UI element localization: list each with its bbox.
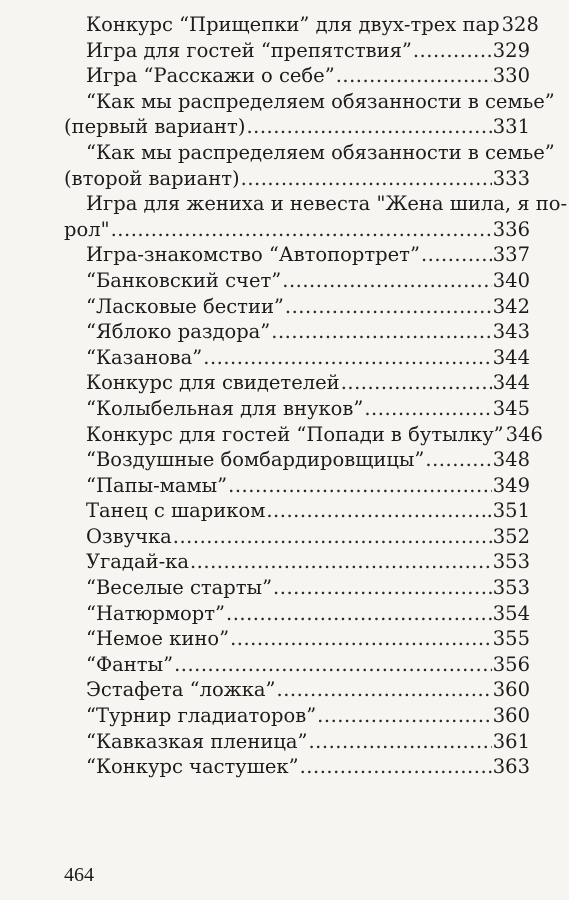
toc-entry [64, 319, 530, 345]
toc-entry [64, 652, 530, 678]
dot-leader [174, 652, 492, 678]
toc-entry-page: 353 [492, 550, 530, 574]
toc-entry [64, 217, 530, 243]
toc-entry-page: 344 [492, 345, 530, 369]
toc-entry-page: 336 [492, 217, 530, 241]
toc-entry-title: “Натюрморт” [86, 601, 225, 625]
toc-entry-page: 342 [492, 294, 530, 318]
toc-entry-page: 360 [492, 704, 530, 728]
toc-entry-title: “Казанова” [86, 345, 203, 369]
page-number: 464 [64, 864, 94, 886]
toc-entry [64, 370, 530, 396]
dot-leader [273, 575, 492, 601]
toc-entry [64, 89, 555, 115]
dot-leader [282, 268, 492, 294]
dot-leader [111, 217, 492, 243]
toc-entry-title: “Воздушные бомбардировщицы” [86, 448, 425, 472]
toc-entry-page: 348 [492, 448, 530, 472]
toc-entry [64, 549, 530, 575]
toc-entry [64, 396, 530, 422]
dot-leader [277, 677, 492, 703]
toc-entry-title: Танец с шариком [86, 499, 266, 523]
dot-leader [425, 447, 491, 473]
toc-entry-page: 337 [492, 243, 530, 267]
dot-leader [226, 601, 492, 627]
toc-entry-title: Игра для гостей “препятствия” [86, 38, 412, 62]
toc-entry-title: Игра для жениха и невеста "Жена шила, я по- [86, 192, 568, 216]
toc-entry-title: Озвучка [86, 524, 172, 548]
toc-entry [64, 242, 530, 268]
toc-entry [64, 498, 530, 524]
toc-entry-page: 355 [492, 627, 530, 651]
dot-leader [364, 396, 491, 422]
dot-leader [173, 524, 492, 550]
toc-entry-title: “Яблоко раздора” [86, 320, 271, 344]
toc-entry-title: (первый вариант) [64, 115, 246, 139]
dot-leader [308, 729, 491, 755]
toc-entry-title: рол" [64, 217, 110, 241]
toc-entry-title: Конкурс для свидетелей [86, 371, 340, 395]
toc-entry-title: “Банковский счет” [86, 268, 282, 292]
toc-entry [64, 166, 530, 192]
toc-entry-title: “Немое кино” [86, 627, 230, 651]
toc-entry-title: Конкурс для гостей “Попади в бутылку” [86, 422, 504, 446]
dot-leader [341, 370, 492, 396]
toc-entry-page: 361 [492, 729, 530, 753]
toc-entry [64, 575, 530, 601]
toc-entry-page: 346 [505, 422, 543, 446]
toc-entry [64, 754, 530, 780]
toc-entry-page: 343 [492, 320, 530, 344]
dot-leader [266, 498, 485, 524]
toc-entry-page: 356 [492, 652, 530, 676]
toc-entry [64, 191, 568, 217]
toc-entry [64, 140, 555, 166]
toc-entry-title: Игра “Расскажи о себе” [86, 64, 335, 88]
toc-entry-page: 353 [492, 576, 530, 600]
toc-entry-page: 333 [492, 166, 530, 190]
dot-leader [271, 319, 491, 345]
toc-entry-title: “Фанты” [86, 652, 174, 676]
toc-entry-title: “Веселые старты” [86, 576, 273, 600]
toc-entry-page: 360 [492, 678, 530, 702]
toc-entry [64, 473, 530, 499]
dot-leader [300, 754, 492, 780]
toc-entry-title: Эстафета “ложка” [86, 678, 276, 702]
toc-entry-page: .351 [486, 499, 530, 523]
dot-leader [413, 38, 492, 64]
dot-leader [228, 473, 492, 499]
toc-entry-page: 354 [492, 601, 530, 625]
table-of-contents [64, 12, 568, 780]
toc-entry [64, 63, 530, 89]
toc-entry-title: “Ласковые бестии” [86, 294, 284, 318]
toc-entry [64, 294, 530, 320]
toc-entry-page: 330 [492, 64, 530, 88]
dot-leader [241, 166, 492, 192]
toc-entry [64, 12, 539, 38]
toc-entry-title: “Колыбельная для внуков” [86, 396, 364, 420]
toc-entry-title: “Турнир гладиаторов” [86, 704, 317, 728]
toc-entry-title: (второй вариант) [64, 166, 240, 190]
toc-entry-title: “Как мы распределяем обязанности в семье” [86, 89, 555, 113]
toc-entry-title: “Конкурс частушек” [86, 755, 299, 779]
toc-entry-title: “Кавказкая пленица” [86, 729, 308, 753]
toc-entry-page: 363 [492, 755, 530, 779]
toc-entry-page: 329 [492, 38, 530, 62]
toc-entry-page: 340 [492, 268, 530, 292]
toc-entry-page: 331 [492, 115, 530, 139]
toc-entry [64, 38, 530, 64]
toc-entry-page: 352 [492, 524, 530, 548]
toc-entry-title: “Как мы распределяем обязанности в семье” [86, 140, 555, 164]
toc-entry-page: 328 [501, 13, 539, 36]
toc-entry [64, 345, 530, 371]
dot-leader [246, 114, 491, 140]
toc-entry [64, 677, 530, 703]
dot-leader [203, 345, 492, 371]
toc-entry [64, 447, 530, 473]
toc-entry-page: 345 [492, 396, 530, 420]
dot-leader [285, 294, 492, 320]
dot-leader [230, 626, 492, 652]
toc-entry [64, 268, 530, 294]
toc-entry [64, 524, 530, 550]
toc-entry [64, 703, 530, 729]
dot-leader [317, 703, 492, 729]
toc-entry [64, 626, 530, 652]
toc-entry-page: 349 [492, 473, 530, 497]
toc-entry [64, 114, 530, 140]
toc-entry [64, 601, 530, 627]
toc-entry [64, 729, 530, 755]
dot-leader [421, 242, 492, 268]
toc-entry-page: 344 [492, 371, 530, 395]
toc-entry-title: Игра-знакомство “Автопортрет” [86, 243, 420, 267]
toc-entry [64, 422, 543, 448]
toc-entry-title: Конкурс “Прищепки” для двух-трех пар [86, 13, 500, 36]
dot-leader [190, 549, 492, 575]
toc-entry-title: Угадай-ка [86, 550, 189, 574]
toc-entry-title: “Папы-мамы” [86, 473, 228, 497]
dot-leader [336, 63, 492, 89]
